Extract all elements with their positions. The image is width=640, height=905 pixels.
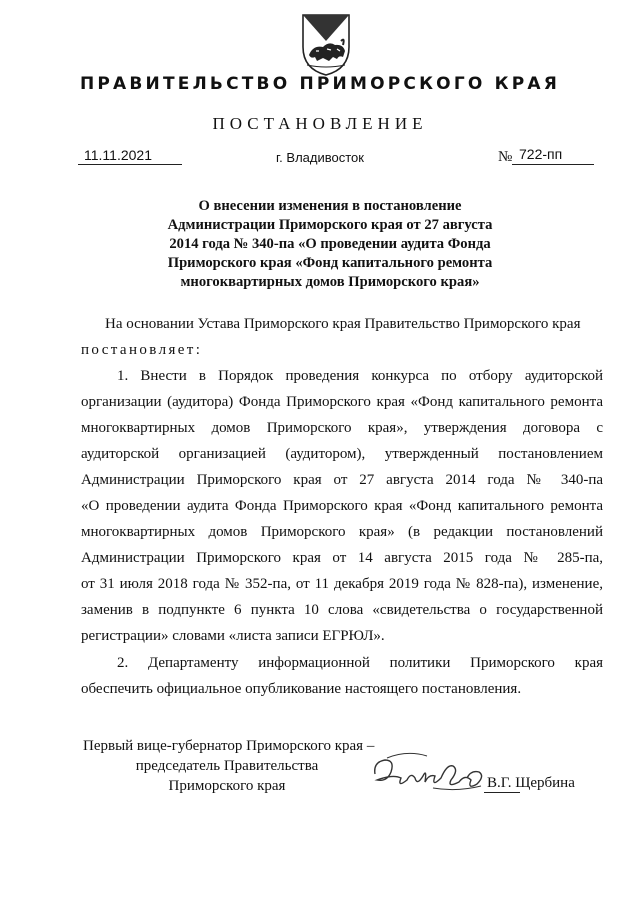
title-line: Администрации Приморского края от 27 августа [167, 217, 493, 233]
item-2-paragraph [81, 650, 603, 702]
number-sign: № [498, 149, 513, 165]
position-line: Приморского края [168, 778, 286, 794]
title-line: Приморского края «Фонд капитального ремонта [167, 255, 493, 271]
handwritten-signature-icon [367, 744, 497, 800]
coat-of-arms-icon [299, 11, 353, 77]
position-line: Первый вице-губернатор Приморского края – [83, 738, 375, 754]
signature-underline [484, 792, 520, 793]
position-line: председатель Правительства [135, 758, 319, 774]
government-name: ПРАВИТЕЛЬСТВО ПРИМОРСКОГО КРАЯ [79, 74, 561, 94]
document-number: 722-пп [519, 146, 563, 162]
item-1-paragraph [81, 363, 603, 649]
body-line: 2. Департаменту информационной политики Приморского края [117, 655, 603, 671]
body-line: 1. Внести в Порядок проведения конкурса по отбору аудиторской [117, 368, 603, 384]
body-line: многоквартирных домов Приморского края» (в редакции постановлений [81, 524, 603, 540]
signatory-position [83, 736, 375, 796]
body-line: обеспечить официальное опубликование настоящего постановления. [81, 681, 522, 697]
body-line: постановляет: [81, 342, 203, 358]
body-line: На основании Устава Приморского края Правительство Приморского края [105, 316, 581, 332]
body-line: Администрации Приморского края от 14 августа 2015 года № 285-па, [81, 550, 603, 566]
document-city: г. Владивосток [276, 150, 364, 165]
body-line: «О проведении аудита Фонда Приморского края «Фонд капитального ремонта [81, 498, 603, 514]
document-type: ПОСТАНОВЛЕНИЕ [212, 114, 428, 133]
document-date: 11.11.2021 [84, 147, 152, 163]
document-title [140, 197, 520, 292]
body-line: заменив в подпункте 6 пункта 10 слова «свидетельства о государственной [81, 602, 603, 618]
body-line: регистрации» словами «листа записи ЕГРЮЛ». [81, 628, 385, 644]
title-line: О внесении изменения в постановление [198, 198, 462, 214]
signatory-name: В.Г. Щербина [487, 775, 575, 791]
number-underline [512, 164, 594, 165]
body-line: аудиторской организацией (аудитором), утвержденный постановлением [81, 446, 603, 462]
title-line: 2014 года № 340-па «О проведении аудита Фонда [169, 236, 491, 252]
body-line: организации (аудитора) Фонда Приморского края «Фонд капитального ремонта [81, 394, 603, 410]
body-line: от 31 июля 2018 года № 352-па, от 11 декабря 2019 года № 828-па), изменение, [81, 576, 603, 592]
title-line: многоквартирных домов Приморского края» [180, 274, 480, 290]
intro-paragraph [81, 311, 603, 363]
body-line: Администрации Приморского края от 27 августа 2014 года № 340-па [81, 472, 603, 488]
body-line: многоквартирных домов Приморского края», утверждения договора с [81, 420, 603, 436]
